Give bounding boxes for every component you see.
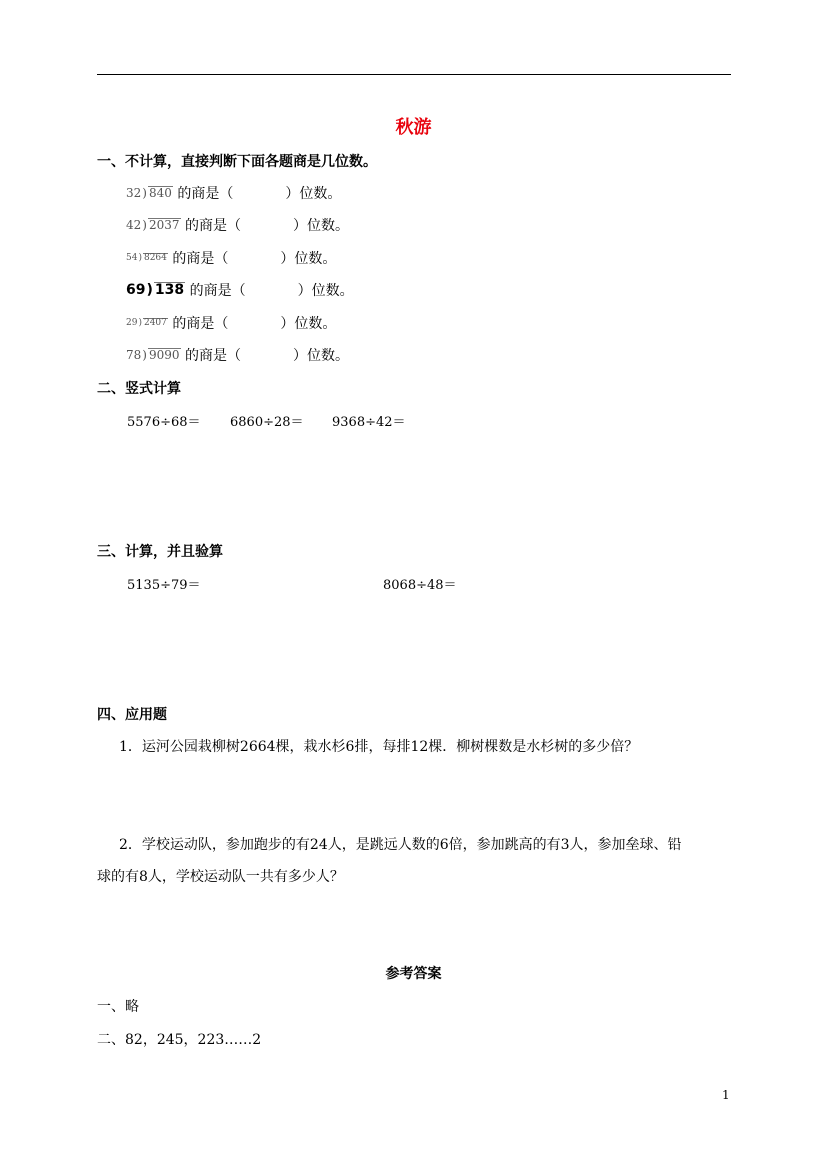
division-expression: 69) 138 [126,281,185,298]
list-item: 54) 8264 的商是（ ）位数。 [126,251,337,267]
answers-heading: 参考答案 [385,966,442,982]
division-expression: 78) 9090 [126,347,180,362]
question-2-line2: 球的有8人，学校运动队一共有多少人？ [97,869,344,885]
list-item: 32) 840 的商是（ ）位数。 [126,185,342,202]
page-title: 秋游 [395,117,432,138]
section3-heading: 三、计算，并且验算 [97,544,223,560]
problem: 8068÷48＝ [383,578,457,593]
section2-heading: 二、竖式计算 [97,381,181,397]
answer-line: 二、82，245，223……2 [97,1032,262,1048]
problem: 9368÷42＝ [332,415,406,430]
division-expression: 32) 840 [126,185,172,200]
page-number: 1 [722,1088,730,1102]
question-2-line1: 2．学校运动队，参加跑步的有24人，是跳远人数的6倍，参加跳高的有3人，参加垒球、铅 [119,837,682,853]
problem: 5576÷68＝ [127,415,201,430]
division-expression: 54) 8264 [126,252,167,263]
list-item: 29) 2407 的商是（ ）位数。 [126,316,337,332]
division-expression: 29) 2407 [126,317,167,328]
list-item: 69) 138 的商是（ ）位数。 [126,281,354,299]
division-expression: 42) 2037 [126,217,180,232]
answer-line: 一、略 [97,999,139,1015]
problem: 5135÷79＝ [127,578,201,593]
list-item: 42) 2037 的商是（ ）位数。 [126,217,349,234]
list-item: 78) 9090 的商是（ ）位数。 [126,347,349,364]
section4-heading: 四、应用题 [97,707,167,723]
header-rule [97,74,731,75]
problem: 6860÷28＝ [230,415,304,430]
section1-heading: 一、不计算，直接判断下面各题商是几位数。 [97,154,377,170]
question-1: 1．运河公园栽柳树2664棵，栽水杉6排，每排12棵．柳树棵数是水杉树的多少倍？ [119,739,639,755]
